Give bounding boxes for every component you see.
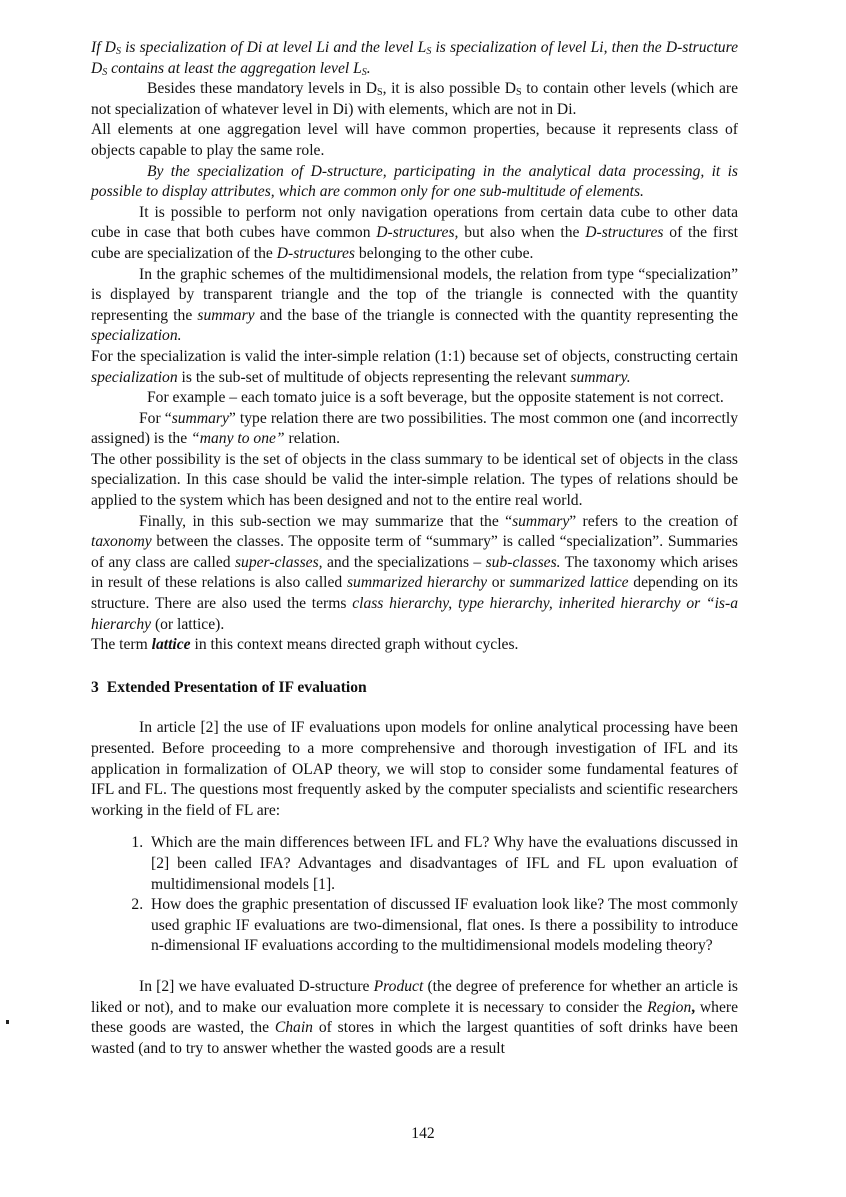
emphasis: super-classes, — [234, 553, 323, 571]
paragraph-specialization-attributes: By the specialization of D-structure, participating in the analytical data processing, it is possible to display attributes, which are common only for one sub-multitude of elements. — [91, 162, 738, 201]
subscript: S — [361, 66, 367, 78]
text: and the base of the triangle is connected with the quantity representing the — [254, 306, 738, 324]
paragraph-mandatory-levels — [91, 79, 738, 120]
page-number: 142 — [411, 1125, 435, 1142]
list-item: 2. How does the graphic presentation of discussed IF evaluation look like? The most commonly used graphic IF evaluations are two-dimensional, flat ones. Is there a possibility to introduce n-dimensional IF evaluations according to the multidimensional models modeling theory? — [147, 895, 738, 957]
emphasis: “many to one” — [191, 430, 285, 448]
text: . — [366, 59, 371, 77]
paragraph-definition — [91, 38, 738, 79]
emphasis: specialization. — [91, 327, 182, 345]
margin-mark — [6, 1020, 9, 1024]
text: ” type relation there are two possibilities. The most common one (and incorrectly assigned) is the — [91, 409, 739, 448]
emphasis: summary — [171, 409, 229, 427]
text: of the first cube are specialization of the — [91, 224, 739, 262]
text: , it is also possible D — [382, 80, 517, 98]
paragraph-common-properties: All elements at one aggregation level will have common properties, because it represents class of objects capable to play the same role. — [91, 121, 738, 159]
text: is specialization of Di at level Li and the level L — [120, 39, 427, 56]
spacer — [91, 957, 738, 977]
emphasis: summarized lattice — [509, 574, 629, 592]
emphasis: class hierarchy, type hierarchy, inherited hierarchy or “is-a hierarchy — [91, 595, 738, 633]
text: , — [691, 998, 696, 1016]
section-heading — [91, 678, 738, 699]
subscript: S — [102, 66, 108, 78]
text: The taxonomy which arises in result of these relations is also called — [91, 553, 738, 592]
paragraph-product-evaluation — [91, 977, 738, 1059]
emphasis: summary — [197, 306, 255, 324]
document-page — [91, 38, 738, 1059]
text: where these goods are wasted, the — [91, 998, 738, 1037]
bold-emphasis: lattice — [151, 636, 191, 654]
text: For “ — [139, 409, 172, 427]
text: in this context means directed graph without cycles. — [190, 636, 519, 654]
text: If D — [91, 39, 116, 56]
text: is the sub-set of multitude of objects representing the relevant — [177, 368, 571, 386]
emphasis: Region — [647, 998, 692, 1016]
text: Finally, in this sub-section we may summarize that the “ — [139, 512, 513, 530]
subscript: S — [377, 87, 383, 99]
text: but also when the — [458, 224, 586, 242]
subscript: S — [426, 46, 432, 57]
emphasis: summary — [512, 512, 570, 530]
text: In the graphic schemes of the multidimensional models, the relation from type “specialization” is displayed by transparent triangle and the top of the triangle is connected with the quantity representing the — [91, 265, 738, 324]
emphasis: sub-classes. — [485, 553, 561, 571]
text: to contain other levels (which are not specialization of whatever level in Di) with elements, which are not in Di. — [91, 80, 738, 118]
text: or — [487, 574, 510, 592]
emphasis: D-structures, — [376, 224, 459, 242]
emphasis: D-structures — [585, 224, 664, 242]
section-number: 3 — [91, 678, 99, 696]
emphasis: Chain — [274, 1019, 313, 1037]
text: and the specializations – — [322, 553, 486, 571]
text: Besides these mandatory levels in D — [147, 80, 378, 98]
text: It is possible to perform not only navigation operations from certain data cube to other data cube in case that both cubes have common — [91, 203, 738, 242]
paragraph-article-intro: In article [2] the use of IF evaluations upon models for online analytical processing have been presented. Before proceeding to a more comprehensive and thorough investigation of IFL and its application in formalization of OLAP theory, we will stop to consider some fundamental features of IFL and FL. The questions most frequently asked by the computer specialists and scientific researchers working in the field of FL are: — [91, 719, 738, 819]
paragraph-navigation — [91, 203, 738, 265]
subscript: S — [516, 87, 522, 99]
text: For the specialization is valid the inter-simple relation (1:1) because set of objects, constructing certain — [91, 347, 738, 365]
emphasis: taxonomy — [91, 533, 152, 551]
subscript: S — [115, 46, 121, 57]
paragraph-lattice — [91, 635, 738, 656]
emphasis: summary. — [570, 368, 631, 386]
emphasis: Product — [373, 977, 424, 995]
text: ” refers to the creation of — [569, 512, 738, 530]
emphasis: specialization — [91, 368, 178, 386]
section-title: Extended Presentation of IF evaluation — [106, 678, 367, 696]
text: In [2] we have evaluated D-structure — [139, 977, 374, 995]
paragraph-example: For example – each tomato juice is a soft beverage, but the opposite statement is not correct. — [147, 389, 724, 407]
emphasis: D-structures — [276, 244, 355, 262]
text: belonging to the other cube. — [355, 244, 534, 262]
text: depending on its structure. There are also used the terms — [91, 574, 738, 613]
emphasis: summarized hierarchy — [346, 574, 488, 592]
paragraph-summary-relation — [91, 409, 738, 450]
text: The term — [91, 636, 152, 654]
paragraph-taxonomy — [91, 512, 738, 636]
text: (the degree of preference for whether an article is liked or not), and to make our evaluation more complete it is necessary to consider the — [91, 977, 738, 1016]
paragraph-graphic-schemes — [91, 265, 738, 347]
list-item: 1. Which are the main differences between IFL and FL? Why have the evaluations discussed in [2] been called IFA? Advantages and disadvantages of IFL and FL upon evaluation of multidimensional models [1]. — [147, 833, 738, 895]
text: (or lattice). — [151, 615, 225, 633]
text: of stores in which the largest quantities of soft drinks have been wasted (and to try to answer whether the wasted goods are a result — [91, 1019, 738, 1057]
paragraph-inter-simple-relation — [91, 347, 738, 388]
text: between the classes. The opposite term of “summary” is called “specialization”. Summaries of any class are called — [91, 533, 738, 571]
paragraph-other-possibility: The other possibility is the set of objects in the class summary to be identical set of objects in the class specialization. In this case should be valid the inter-simple relation. The types of relations should be applied to the system which has been designed and not to the entire real world. — [91, 450, 738, 510]
text: relation. — [284, 430, 341, 448]
text: contains at least the aggregation level L — [107, 59, 362, 77]
question-list — [91, 833, 738, 957]
text: is specialization of level Li, then the D-structure D — [91, 39, 739, 77]
